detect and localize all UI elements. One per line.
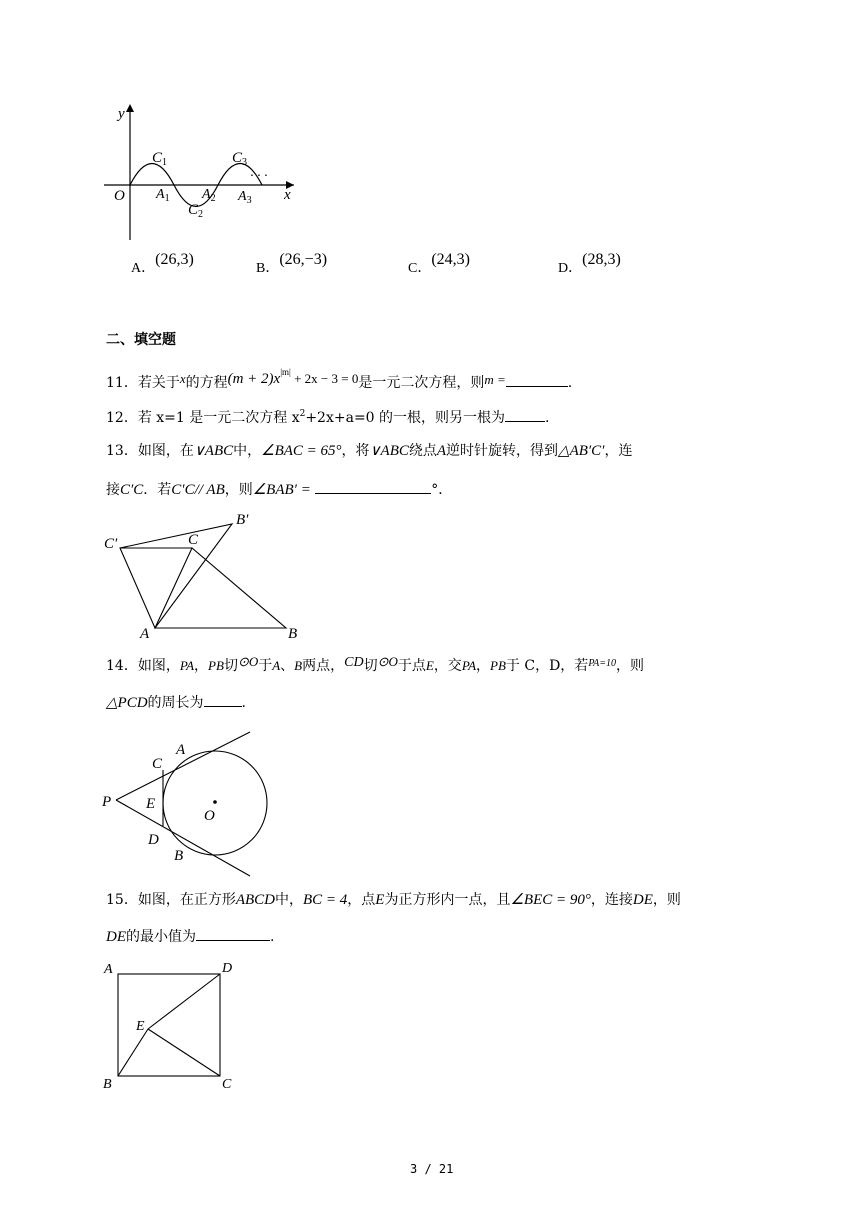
label-a3: $A_3$: [238, 189, 252, 206]
question-13-line1: 13．如图，在∨ABC中，∠BAC = 65°，将∨ABC绕点A逆时针旋转，得到△AB′C′，连: [106, 443, 633, 459]
question-14-line1: 14．如图，PA，PB切⊙O于A、B两点，CD切⊙O于点E，交PA，PB于 C，D，若$^{PA=10}$，则: [106, 654, 644, 674]
label-d: D: [148, 832, 159, 848]
label-a: A: [176, 742, 186, 758]
center-point: [213, 800, 217, 804]
y-axis-arrow-icon: [126, 104, 134, 112]
segment-ed: [148, 974, 220, 1029]
triangle-abprime-cprime: [120, 524, 232, 628]
label-c2: $C_2$: [188, 202, 204, 220]
label-a: A: [140, 626, 150, 642]
label-o: O: [204, 808, 215, 824]
question-14-line2: △PCD的周长为 .: [106, 692, 246, 713]
label-a: A: [104, 962, 113, 977]
label-y: y: [118, 106, 125, 122]
label-c: C: [152, 756, 163, 772]
label-b: B: [174, 848, 184, 864]
q15-answer-blank[interactable]: [196, 926, 270, 941]
label-c3: $C_3$: [232, 150, 248, 168]
label-e: E: [146, 796, 156, 812]
label-b: B: [103, 1077, 112, 1092]
label-p: P: [102, 794, 112, 810]
question-13-line2: 接C′C．若C′C// AB，则∠BAB′ = °．: [106, 479, 452, 500]
q13-answer-blank[interactable]: [315, 479, 431, 494]
section-title: 二、填空题: [106, 332, 176, 348]
label-a1: $A_1$: [156, 187, 170, 204]
q14-figure: [100, 730, 280, 880]
page-number: 3 / 21: [410, 1162, 454, 1176]
q11-answer-blank[interactable]: [506, 372, 568, 387]
triangle-abc: [155, 548, 286, 628]
option-b: B．(26,−3): [256, 251, 328, 276]
q14-answer-blank[interactable]: [204, 692, 242, 707]
option-a: A．(26,3): [131, 251, 194, 276]
label-a2: $A_2$: [202, 187, 216, 204]
segment-be: [118, 1029, 148, 1076]
q13-figure: [100, 508, 310, 643]
question-11: 11．若关于x的方程$(m + 2)x^{|m|} + 2x - 3 = 0$是一元二次方程，则m = .: [106, 367, 573, 391]
label-cprime: C′: [104, 536, 118, 552]
label-d: D: [222, 961, 233, 976]
square-abcd: [118, 974, 220, 1076]
tangent-pb: [116, 800, 250, 876]
label-bprime: B′: [236, 512, 249, 528]
label-c: C: [222, 1077, 232, 1092]
q15-figure: [100, 958, 245, 1093]
question-15-line1: 15．如图，在正方形ABCD中，BC = 4，点E为正方形内一点，且∠BEC = 90°，连接DE，则: [106, 892, 681, 908]
label-e: E: [136, 1019, 145, 1034]
option-d: D．(28,3): [558, 251, 621, 276]
label-c1: $C_1$: [152, 150, 168, 168]
label-b: B: [288, 626, 298, 642]
label-x: x: [284, 187, 291, 203]
wave-figure: [98, 100, 308, 245]
label-dots: · · ·: [250, 169, 268, 184]
question-15-line2: DE的最小值为 .: [106, 926, 274, 947]
question-12: 12．若 x=1 是一元二次方程 $x^2+2x+a=0$ 的一根，则另一根为 .: [106, 409, 550, 426]
option-c: C．(24,3): [408, 251, 470, 276]
q12-answer-blank[interactable]: [505, 407, 545, 422]
segment-ec: [148, 1029, 220, 1076]
label-origin: O: [114, 188, 125, 204]
label-c: C: [188, 532, 199, 548]
